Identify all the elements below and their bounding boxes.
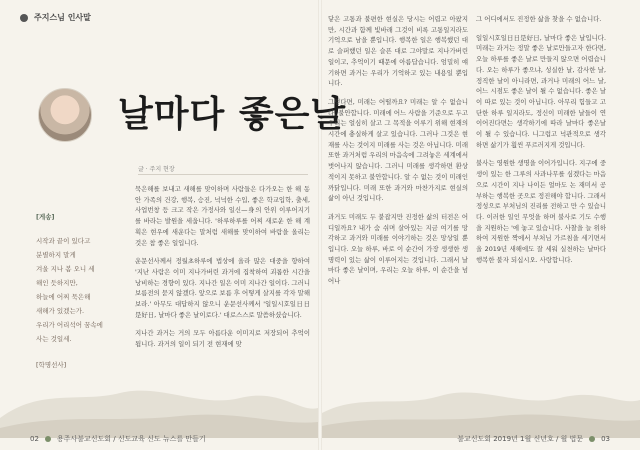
page-number-left: 02 bbox=[30, 435, 39, 443]
footer-dot-icon bbox=[589, 436, 595, 442]
verse-signature: [학명선사] bbox=[36, 361, 67, 369]
section-title: 주지스님 인사말 bbox=[34, 13, 91, 22]
verse-tag: [게송] bbox=[36, 213, 55, 221]
page-number-right: 03 bbox=[601, 435, 610, 443]
verse-line: 새해가 있겠는가. bbox=[36, 307, 85, 315]
paragraph: 그 어디에서도 진정한 삶을 찾을 수 없습니다. bbox=[476, 15, 602, 23]
divider bbox=[138, 174, 308, 175]
paragraph: 불사는 영원한 생명을 이어가입니다. 지구에 중생이 있는 한 그루의 사과나무를 심겠다는 마음으로 시간이 지나 나이든 얼마도 논 재미서 공부하는 행복한 곳으로 정진해야 합니다. 그래서 정성으로 부처님의 진리를 전하고 만 수 있습니다. 이러한 일인 무엇을 하며 불사로 기도 수행을 지원하는 '에 놓고 있습니다. 사찰을 늘 위하하여 지원한 짝에서 부처님 가르침을 세기면서 올 2019년 새해에도 잘 세워 실천하는 날마다 행복한 불자 되십시오. 사랑합니다. bbox=[476, 159, 606, 264]
paragraph: 그렇다면, 미래는 어떨까요? 미래는 알 수 없습니다. 불안합니다. 미래에 어느 사람을 기준으로 두고 우리는 얼심히 살고 그 목적을 이루기 위해 현재의 시간에 충실하게 살고 있습니다. 그러나 그것은 현재를 사는 것이지 미래를 사는 것은 아닙니다. 미래 또한 과거처럼 우리의 마음속에 그려놓은 세계에서 벗어나지 않습니다. 그러니 미래를 생각하면 환상적이지 못하고 불안합니다. 알 수 없는 것이 미래인 까닭입니다. 미래 또한 과거와 마찬가지로 현실의 삶이 아닌 것입니다. bbox=[328, 97, 468, 203]
article-column-3 bbox=[476, 14, 606, 273]
verse-line: 해인 듯하지만, bbox=[36, 279, 78, 287]
article-title: 날마다 좋은날 bbox=[118, 93, 347, 135]
verse-line: 하늘에 어찌 묵은해 bbox=[36, 293, 91, 301]
verse-line: 겨울 지나 봄 오니 세 bbox=[36, 265, 95, 273]
article-column-1 bbox=[135, 184, 310, 358]
paragraph: 닿은 고통과 불편한 현실은 당시는 어렵고 아팠지만, 시간과 함께 빛바래 그것이 비록 고통일지라도 기억으로 남을 뿐입니다. 행복한 일은 행복했던 대로 슬퍼했던 일은 슬픈 대로 그야말로 지나가버린 일이고, 추억이기 때문에 아름답습니다. 엄밀히 얘기하면 과거는 우리가 기억하고 있는 내용일 뿐입니다. bbox=[328, 15, 468, 88]
footer-right bbox=[457, 434, 610, 444]
paragraph: 운문선사께서 정월초하루에 법상에 올라 많은 대중을 향하여 '지난 사람은 이미 지나가버린 과거에 집착하여 괴롭한 시간을 낭비하는 경향이 있다. 지나간 일은 이미 지나간 일이다. 그러니 보름전의 묻지 않겠다. 앞으로 보름 후 어떻게 살지를 각자 말해보라.' 아무도 대답하지 않으니 운문선사께서 '일일시호일日日是好日, 날마다 좋은 날이로다.' 대로스스로 말씀하셨습니다. bbox=[135, 257, 310, 319]
verse-line: 시작과 끝이 있다고 bbox=[36, 237, 91, 245]
paragraph: 과거도 미래도 두 붙잡지만 진정한 삶의 터전은 어디일까요? 내가 숨 쉬며 살아있는 지금 여기를 망각하고 과거와 미래를 이야기하는 것은 망상일 뿐입니다. 오늘 하루, 바로 이 순간이 가장 생생한 생명력이 있는 삶이 이루어지는 것입니다. 그래서 날마다 좋은 날이며, 우리는 오늘 하루, 이 순간을 넘어나 bbox=[328, 212, 468, 286]
footer-right-text: 불교신도회 2019년 1월 신년호 / 월 법문 bbox=[457, 435, 584, 443]
footer-left bbox=[30, 434, 206, 444]
section-header bbox=[20, 12, 91, 23]
verse-line: 분별하지 말게 bbox=[36, 251, 76, 259]
footer-left-text: 용주사불교신도회 / 신도교육 신도 뉴스를 만들기 bbox=[56, 435, 206, 443]
section-mark-icon bbox=[20, 14, 28, 22]
verse-sidebar bbox=[36, 210, 106, 372]
verse-line: 사는 것일세. bbox=[36, 335, 72, 343]
mountain-landscape-graphic bbox=[0, 358, 640, 438]
author-photo bbox=[38, 88, 92, 142]
verse-line: 우리가 어리석어 꿈속에 bbox=[36, 321, 103, 329]
article-column-2 bbox=[328, 14, 468, 295]
paragraph: 지나간 과거는 거의 모두 아름다운 이미지로 저장되어 추억이 됩니다. 과거의 일이 되기 전 현재에 맞 bbox=[135, 329, 310, 349]
byline: 글 · 주지 현장 bbox=[138, 166, 175, 173]
paragraph: 일일시호일日日是好日, 날마다 좋은 날입니다. 미래는 과거는 정말 좋은 날로만들고자 한다면, 오늘 하루를 좋은 날로 만들지 않으면 어렵습니다. 오는 하루가 좋으냐, 성실한 날, 감사한 날, 정직한 날이 아니라면, 과거나 미래의 어느 날, 어느 시점도 좋은 날이 될 수 없습니다. 좋은 날이 따로 있는 것이 아닙니다. 아무리 힘들고 고단한 하루 일지라도, 정신이 미래한 날들이 연이어진다면는 생각하기에 따라 날마다 좋은날이 될 수 있습니다. 니그럽고 넉관적으로 생각하면 삶기가 훨씬 푸르러지게 것입니다. bbox=[476, 33, 606, 149]
footer-dot-icon bbox=[45, 436, 51, 442]
paragraph: 묵은해를 보내고 새해를 맞이하며 사람들은 다가오는 한 해 동안 가족의 건강, 행복, 승진, 넉넉한 수입, 좋은 학교입학, 출세, 사업번창 등 크고 작은 가정사와 일신—身의 안위 이루어지기를 바라는 발원을 세웁니다. '하루하루를 어찌 새로운 한 해 계획은 현우에 새운다는 말처럼 새해를 맞이하여 바람을 올리는 것은 참 좋은 일입니다. bbox=[135, 185, 310, 247]
